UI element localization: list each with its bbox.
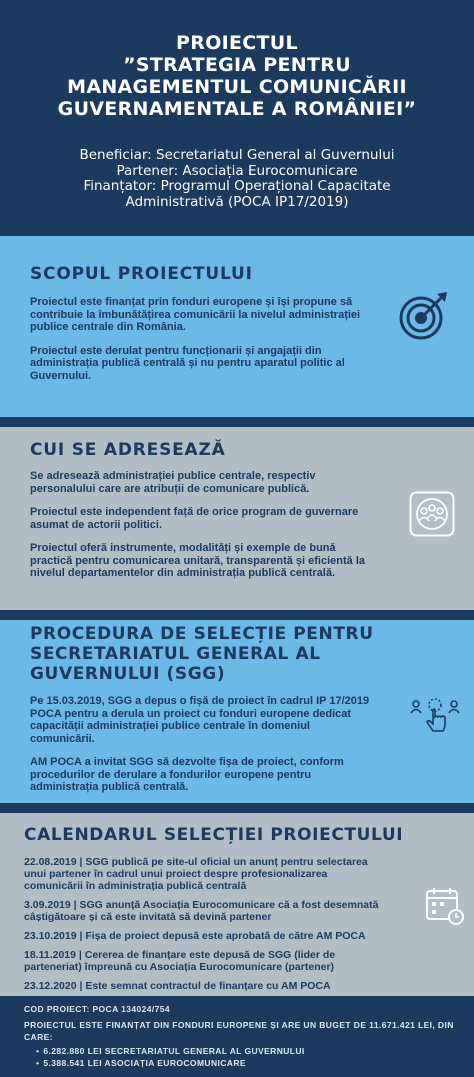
budget-item: • 6.282.880 LEI SECRETARIATUL GENERAL AL GUVERNULUI (36, 1046, 305, 1058)
section-cui (0, 427, 474, 610)
budget-text: PROIECTUL ESTE FINANȚAT DIN FONDURI EUROPENE ȘI ARE UN BUGET DE 11.671.421 LEI, DIN CARE: (24, 1020, 454, 1042)
section-procedura (0, 620, 474, 803)
title-line: PROIECTUL (176, 32, 298, 54)
budget-item: • 5.388.541 LEI ASOCIAȚIA EUROCOMUNICARE (36, 1058, 305, 1070)
heading-line: GUVERNULUI (SGG) (30, 664, 226, 684)
partner-line: Partener: Asociația Eurocomunicare (116, 162, 358, 179)
section-heading: SCOPUL PROIECTULUI (30, 264, 253, 284)
calendar-entry: 22.08.2019 | SGG publică pe site-ul oficial un anunț pentru selectarea unui partener în cadrul unui proiect despre profesionalizarea comunicării în administrația publică centrală (24, 856, 368, 892)
paragraph: Proiectul este derulat pentru funcționarii și angajații din administrația publică centrală și nu pentru aparatul politic al Guvernului. (30, 344, 345, 382)
selection-hand-icon (409, 698, 461, 743)
calendar-clock-icon (425, 886, 465, 931)
paragraph: Se adresează administrației publice centrale, respectiv personalului care are atribuții de comunicare publică. (30, 470, 316, 495)
group-icon (409, 491, 455, 542)
page-title (10, 32, 464, 120)
calendar-entry: 23.10.2019 | Fișa de proiect depusă este aprobată de către AM POCA (24, 930, 366, 942)
project-code: COD PROIECT: POCA 134024/754 (24, 1004, 170, 1014)
section-heading (30, 624, 374, 684)
section-heading: CUI SE ADRESEAZĂ (30, 440, 226, 460)
title-line: ”STRATEGIA PENTRU (123, 54, 351, 76)
paragraph: Proiectul este independent față de orice program de guvernare asumat de actorii politici. (30, 506, 359, 531)
section-body (30, 296, 375, 393)
footer (0, 996, 474, 1077)
section-calendar (0, 813, 474, 996)
section-scop (0, 236, 474, 417)
section-heading: CALENDARUL SELECȚIEI PROIECTULUI (24, 825, 404, 845)
paragraph: Pe 15.03.2019, SGG a depus o fișă de proiect în cadrul IP 17/2019 POCA pentru a derula un proiect cu fonduri europene dedicat capacității administrației publice centrale în domeniul comunicării. (30, 695, 370, 745)
paragraph: Proiectul oferă instrumente, modalități și exemple de bună practică pentru comunicarea unitară, transparentă și eficientă la nivelul departamentelor din administrația publică centrală. (30, 542, 366, 579)
calendar-entry: 23.12.2020 | Este semnat contractul de finanțare cu AM POCA (24, 980, 331, 992)
calendar-entry: 18.11.2019 | Cererea de finanțare este depusă de SGG (lider de parteneriat) împreună cu Asociația Eurocomunicare (partener) (24, 949, 336, 973)
paragraph: AM POCA a invitat SGG să dezvolte fișa de proiect, conform procedurilor de derulare a fondurilor europene pentru administrația publică centrală. (30, 756, 344, 793)
beneficiary-line: Beneficiar: Secretariatul General al Guvernului (79, 147, 395, 163)
funder-line-cont: Administrativă (POCA IP17/2019) (125, 193, 349, 210)
funder-line: Finanțator: Programul Operațional Capacitate (83, 178, 391, 194)
header (0, 0, 474, 232)
section-body (30, 695, 375, 805)
section-body (30, 470, 375, 591)
title-line: MANAGEMENTUL COMUNICĂRII (67, 76, 407, 98)
calendar-list (24, 856, 424, 999)
paragraph: Proiectul este finanțat prin fonduri europene și își propune să contribuie la îmbunătățirea comunicării la nivelul administrației publice centrale din România. (30, 296, 361, 333)
heading-line: PROCEDURA DE SELECȚIE PENTRU (30, 624, 374, 644)
target-icon (397, 290, 449, 347)
title-line: GUVERNAMENTALE A ROMÂNIEI” (57, 98, 417, 120)
project-info (10, 148, 464, 210)
budget-list (36, 1046, 305, 1069)
calendar-entry: 3.09.2019 | SGG anunță Asociația Eurocomunicare că a fost desemnată câștigătoare și că este invitată să devină partener (24, 899, 379, 923)
heading-line: SECRETARIATUL GENERAL AL (30, 644, 321, 664)
